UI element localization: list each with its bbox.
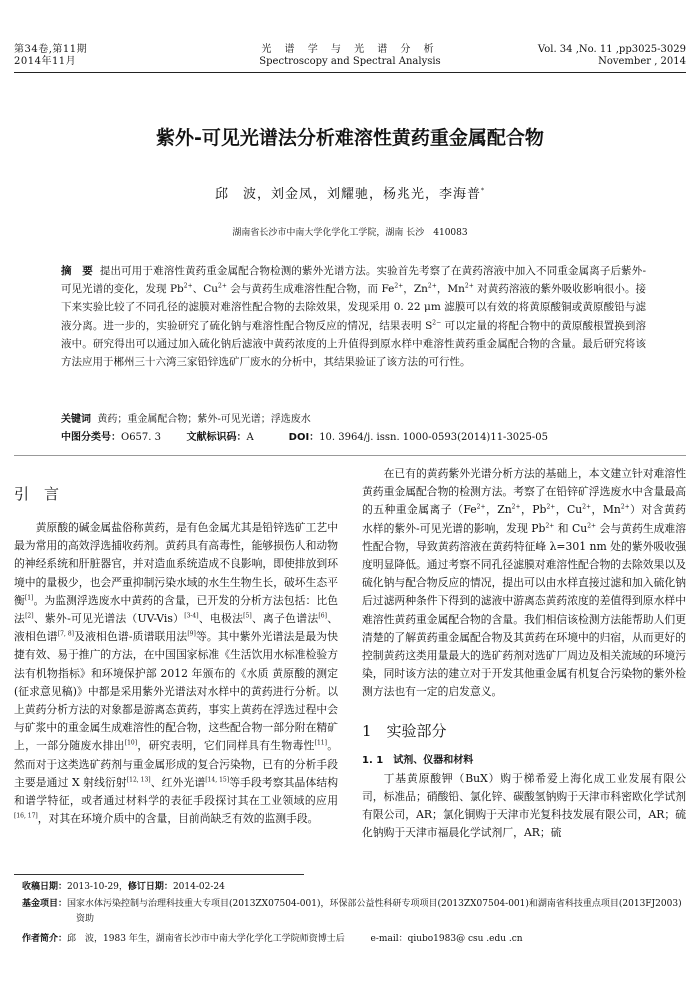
- revised-date: 2014-02-24: [172, 882, 225, 892]
- footnote-author: [22, 932, 684, 947]
- header-rule: [14, 72, 686, 73]
- materials-paragraph: 丁基黄原酸钾（BuX）购于梯希爱上海化成工业发展有限公司，标准品；硝酸铅、氯化锌、碳酸氢钠购于天津市科密欧化学试剂有限公司，AR；氯化铜购于天津市光复科技发展有限公司，AR；硫化钠购于天津市福晨化学试剂厂，AR；硫: [362, 771, 686, 840]
- abstract-text: 可以定量的将配合物中的黄原酸根置换到溶液中。研究得出可以通过加入硫化钠后滤液中黄药浓度的上升值得到原水样中难溶性黄药重金属配合物的含量。最后研究将该方法应用于郴州三十六湾三家铅锌选矿厂废水的分析中，其结果验证了该方法的可行性。: [61, 319, 647, 369]
- revised-label: 修订日期：: [127, 882, 173, 892]
- intro-body: [14, 519, 338, 828]
- superscript: 2−: [432, 319, 442, 327]
- abstract-text: ，Zn: [403, 283, 428, 296]
- intro-continued: 在已有的黄药紫外光谱分析方法的基础上，本文建立针对难溶性黄药重金属配合物的检测方法。考察了在铅锌矿浮选废水中含量最高的五种重金属离子（$Fe^{2+}$，$Zn^{2+}$，$Pb^{2+}$，$Cu^{2+}$，$Mn^{2+}$）对含黄药水样的紫外-可见光谱的影响，发现 $Pb^{2+}$ 和 $Cu^{2+}$ 会与黄药生成难溶性配合物，导致黄药溶液在黄药特征峰 λ=301 nm 处的紫外吸收强度明显降低。通过考察不同孔径滤膜对难溶性配合物的去除效果以及硫化钠与配合物反应的情况，提出可以由水样直接过滤和加入硫化钠后过滤两种条件下得到的滤液中游离态黄药浓度的差值得到原水样中难溶性黄药重金属配合物的含量。我们相信该检测方法能帮助人们更清楚的了解黄药重金属配合物及其黄药在环境中的归宿，从而更好的控制黄药这类用量最大的选矿药剂对选矿厂周边及相关流域的环境污染，同时该方法的建立对于开发其他重金属有机复合污染物的紫外检测方法也有一定的启发意义。: [362, 467, 686, 699]
- footnote-funding: [22, 897, 684, 927]
- clc-value: O657. 3: [121, 432, 162, 443]
- abstract-text: 、Cu: [192, 283, 219, 296]
- journal-issue: 第34卷,第11期: [14, 44, 88, 55]
- abstract-text: 提出可用于难溶性黄药重金属配合物检测的紫外光谱方法。实验首先考察了在黄药溶液中加入不同重金属离子后紫外-可见光谱的变化，发现 Pb: [61, 265, 646, 296]
- doi-label: DOI：: [288, 432, 320, 443]
- volume-info: [538, 44, 686, 68]
- abstract-text: 会与黄药生成难溶性配合物，而 Fe: [226, 283, 395, 296]
- journal-issue-info: [14, 44, 87, 68]
- superscript: 2+: [183, 282, 193, 290]
- abstract-text: 对黄药溶液的紫外吸收影响很小。接下来实验比较了不同孔径的滤膜对难溶性配合物的去除效果，发现采用 0. 22 μm 滤膜可以有效的将黄原酸铜或黄原酸铅与滤液分离。进一步的，实验研究了硫化钠与难溶性配合物反应的情况，结果表明 S: [61, 283, 647, 332]
- doi-value: 10. 3964/j. issn. 1000-0593(2014)11-3025-05: [319, 432, 548, 443]
- intro-heading-text: 引 言: [14, 485, 60, 503]
- abstract-text: ，Mn: [436, 283, 465, 296]
- paper-title: 紫外-可见光谱法分析难溶性黄药重金属配合物: [156, 127, 544, 149]
- superscript: 2+: [427, 282, 437, 290]
- author-list: [0, 183, 700, 202]
- abstract: [61, 262, 646, 371]
- keywords-value: 黄药；重金属配合物；紫外-可见光谱；浮选废水: [97, 414, 311, 425]
- superscript: 2+: [218, 282, 227, 290]
- footnote-received: [22, 880, 684, 895]
- keywords-block: [61, 411, 661, 447]
- doc-code-value: A: [246, 432, 254, 443]
- volume-date: November , 2014: [598, 56, 686, 67]
- intro-heading: [14, 483, 59, 504]
- received-label: 收稿日期：: [22, 882, 68, 892]
- authors: 邱 波，刘金凤，刘耀驰，杨兆光，李海普: [214, 187, 481, 202]
- received-date: 2013-10-29，: [67, 882, 128, 892]
- right-column: [362, 465, 686, 843]
- journal-name-en: Spectroscopy and Spectral Analysis: [259, 56, 441, 67]
- volume-pages: Vol. 34 ,No. 11 ,pp3025-3029: [537, 44, 686, 55]
- section-1-heading: 1 实验部分: [362, 721, 447, 740]
- abstract-label: 摘 要: [61, 265, 93, 277]
- journal-date: 2014年11月: [14, 56, 77, 67]
- corresponding-mark: *: [481, 187, 485, 195]
- subsection-1-1-heading: 1. 1 试剂、仪器和材料: [362, 754, 474, 766]
- keywords-label: 关键词: [61, 414, 91, 425]
- intro-paragraph: 黄原酸的碱金属盐俗称黄药，是有色金属尤其是铅锌选矿工艺中最为常用的高效浮选捕收药剂。黄药具有高毒性，能够损伤人和动物的神经系统和肝脏器官，并对造血系统造成不良影响，即使排放到环境中的量极少，也会严重抑制污染水域的水生生物生长，破坏生态平衡[1]。为监测浮选废水中黄药的含量，已开发的分析方法包括：比色法[2]、紫外-可见光谱法（UV-Vis）[3-4]、电极法[5]、离子色谱法[6]、液相色谱[7, 8]及液相色谱-质谱联用法[9]等。其中紫外光谱法是最为快捷有效、易于推广的方法，在中国国家标准《生活饮用水标准检验方法有机物指标》和环境保护部 2012 年颁布的《水质 黄原酸的测定(征求意见稿)》中都是采用紫外光谱法对水样中的黄药进行分析。以上黄药分析方法的对象都是游离态黄药，事实上黄药在浮选过程中会与矿浆中的重金属生成难溶性的配合物，这些配合物一部分附在精矿上，一部分随废水排出[10]，研究表明，它们同样具有生物毒性[11]。然而对于这类选矿药剂与重金属形成的复合污染物，已有的分析手段主要是通过 X 射线衍射[12, 13]、红外光谱[14, 15]等手段考察其晶体结构和谱学特征，或者通过材料学的表征手段探讨其在工业领域的应用[16, 17]，对其在环境介质中的含量，目前尚缺乏有效的监测手段。: [14, 521, 339, 826]
- author-bio: 邱 波，1983 年生，湖南省长沙市中南大学化学化工学院师资博士后: [67, 934, 345, 944]
- footnote-rule: [14, 874, 304, 875]
- author-email: e-mail：qiubo1983@ csu .edu .cn: [370, 934, 523, 944]
- funding-label: 基金项目：: [22, 899, 68, 909]
- keywords: [61, 411, 661, 429]
- section-divider: [14, 455, 686, 456]
- affiliation: 湖南省长沙市中南大学化学化工学院，湖南 长沙 410083: [232, 228, 468, 238]
- funding-text: 国家水体污染控制与治理科技重大专项目(2013ZX07504-001)，环保部公益性科研专项项目(2013ZX07504-001)和湖南省科技重点项目(2013FJ2003)资助: [67, 899, 682, 924]
- superscript: 2+: [464, 282, 474, 290]
- journal-name-cn: 光 谱 学 与 光 谱 分 析: [261, 44, 439, 55]
- journal-name: [200, 44, 500, 68]
- doc-code-label: 文献标识码：: [186, 432, 247, 443]
- superscript: 2+: [394, 282, 404, 290]
- classification: [61, 429, 661, 447]
- clc-label: 中图分类号：: [61, 432, 121, 443]
- author-bio-label: 作者简介：: [22, 934, 68, 944]
